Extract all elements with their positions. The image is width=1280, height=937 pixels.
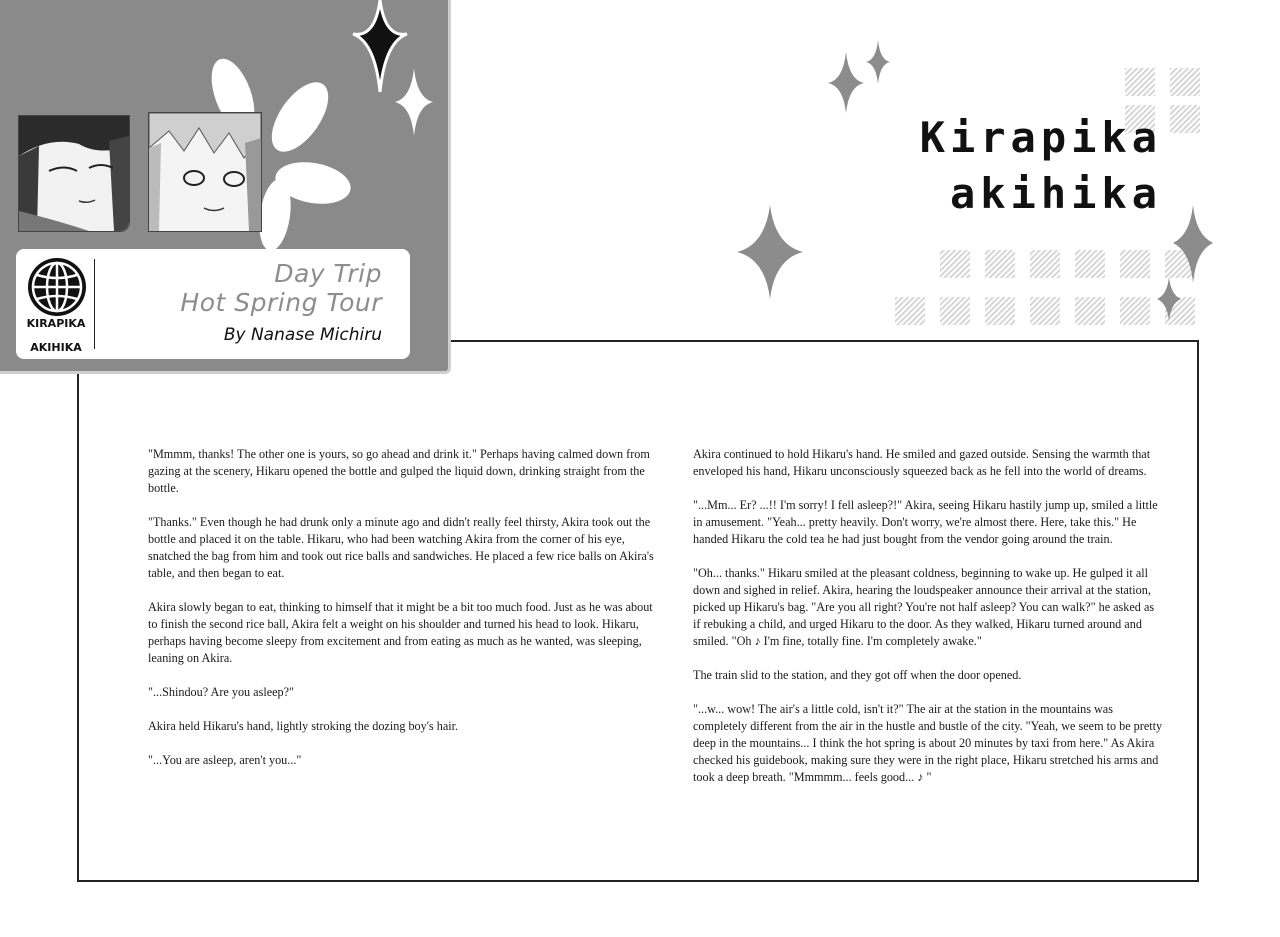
story-title bbox=[180, 259, 382, 317]
sparkle-icon bbox=[826, 40, 896, 115]
heading-line1: Kirapika bbox=[919, 113, 1162, 162]
page-heading bbox=[920, 110, 1162, 222]
paragraph: "...w... wow! The air's a little cold, isn't it?" The air at the station in the mountains was completely different from the air in the hustle and bustle of the city. "Yeah, we seem to be pretty deep in the mountains... I think the hot spring is about 20 minutes by taxi from here." As Akira checked his guidebook, making sure they were in the right place, Hikaru stretched his arms and took a deep breath. "Mmmmm... feels good... ♪ " bbox=[693, 702, 1163, 784]
heading-line2: akihika bbox=[949, 169, 1162, 218]
sparkle-icon bbox=[393, 68, 435, 136]
story-column-left bbox=[148, 446, 656, 786]
story-author: By Nanase Michiru bbox=[223, 325, 382, 345]
sparkle-icon bbox=[735, 205, 805, 300]
paragraph: Akira slowly began to eat, thinking to himself that it might be a bit too much food. Just as he was about to finish the second rice ball, Akira felt a weight on his shoulder and turned his head to look. Hikaru, perhaps having become sleepy from excitement and from eating as much as he wanted, was sleeping, leaning on Akira. bbox=[148, 600, 653, 665]
paragraph: "...Mm... Er? ...!! I'm sorry! I fell asleep?!" Akira, seeing Hikaru hastily jump up, smiled a little in amusement. "Yeah... pretty heavily. Don't worry, we're almost there. Here, take this." He handed Hikaru the cold tea he had just bought from the vendor going around the train. bbox=[693, 498, 1158, 546]
logo-divider bbox=[94, 259, 95, 349]
portrait-hikaru bbox=[148, 112, 262, 232]
paragraph: "Mmmm, thanks! The other one is yours, so go ahead and drink it." Perhaps having calmed down from gazing at the scenery, Hikaru opened the bottle and gulped the liquid down, drinking straight from the bottle. bbox=[148, 447, 650, 495]
paragraph: "...Shindou? Are you asleep?" bbox=[148, 685, 295, 699]
paragraph: Akira continued to hold Hikaru's hand. He smiled and gazed outside. Sensing the warmth that enveloped his hand, Hikaru unconsciously squeezed back as he fell into the world of dreams. bbox=[693, 447, 1151, 478]
sparkle-icon bbox=[1155, 205, 1215, 325]
paragraph: "...You are asleep, aren't you..." bbox=[148, 753, 302, 767]
paragraph: The train slid to the station, and they got off when the door opened. bbox=[693, 668, 1022, 682]
story-title-line1: Day Trip bbox=[274, 259, 382, 288]
globe-icon bbox=[25, 255, 89, 319]
story-column-right bbox=[693, 446, 1163, 803]
portrait-akira bbox=[18, 115, 130, 232]
logo-text-akihika: AKIHIKA bbox=[30, 341, 82, 354]
story-title-line2: Hot Spring Tour bbox=[180, 288, 382, 317]
paragraph: "Thanks." Even though he had drunk only a minute ago and didn't really feel thirsty, Akira took out the bottle and placed it on the table. Hikaru, who had been watching Akira from the corner of his eye, snatched the bag from him and took out rice balls and sandwiches. He placed a few rice balls on Akira's table, and then began to eat. bbox=[148, 515, 654, 580]
title-card bbox=[0, 0, 451, 374]
title-label-box bbox=[16, 249, 410, 359]
paragraph: "Oh... thanks." Hikaru smiled at the pleasant coldness, beginning to wake up. He gulped it all down and sighed in relief. Akira, hearing the loudspeaker announce their arrival at the station, picked up Hikaru's bag. "Are you all right? You're not half asleep? You can walk?" he asked as if rebuking a child, and urged Hikaru to the door. As they walked, Hikaru turned around and smiled. "Oh ♪ I'm fine, totally fine. I'm completely awake." bbox=[693, 566, 1155, 648]
paragraph: Akira held Hikaru's hand, lightly stroking the dozing boy's hair. bbox=[148, 719, 459, 733]
logo-text-kirapika: KIRAPIKA bbox=[26, 317, 86, 330]
